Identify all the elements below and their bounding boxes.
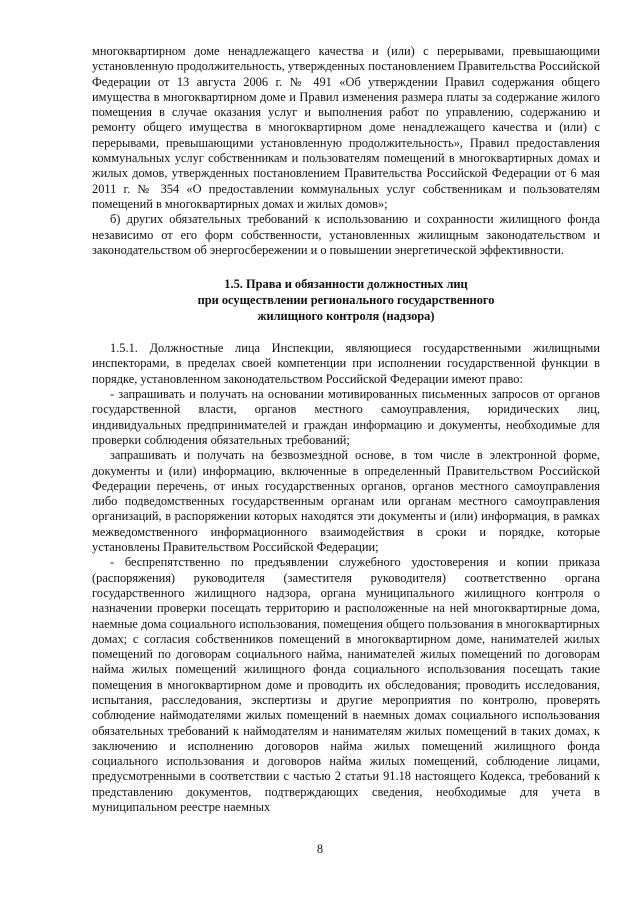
paragraph-continuation: многоквартирном доме ненадлежащего качества и (или) с перерывами, превышающими установленную продолжительность, утвержденных постановлением Правительства Российской Федерации от 13 августа 2006 г. № 491 «Об утверждении Правил содержания общего имущества в многоквартирном доме и Правил изменения размера платы за содержание жилого помещения в случае оказания услуг и выполнения работ по управлению, содержанию и ремонту общего имущества в многоквартирном доме ненадлежащего качества и (или) с перерывами, превышающими установленную продолжительность», Правил предоставления коммунальных услуг собственникам и пользователям помещений в многоквартирных домах и жилых домов, утвержденных постановлением Правительства Российской Федерации от 6 мая 2011 г. № 354 «О предоставлении коммунальных услуг собственникам и пользователям помещений в многоквартирных домах и жилых домов»; [92, 44, 600, 211]
page-number: 8 [316, 842, 324, 856]
section-heading-line-1: 1.5. Права и обязанности должностных лиц [224, 277, 468, 292]
section-heading-line-2: при осуществлении регионального государственного [197, 293, 495, 308]
paragraph-item-b: б) других обязательных требований к использованию и сохранности жилищного фонда независимо от его форм собственности, установленных жилищным законодательством и законодательством об энергосбережении и о повышении энергетической эффективности. [92, 212, 600, 257]
paragraph-1-5-1: 1.5.1. Должностные лица Инспекции, являющиеся государственными жилищными инспекторами, в пределах своей компетенции при исполнении государственной функции в порядке, установленном законодательством Российской Федерации имеют право: [92, 341, 600, 386]
paragraph-unimpeded-access: - беспрепятственно по предъявлении служебного удостоверения и копии приказа (распоряжения) руководителя (заместителя руководителя) соответственно органа государственного жилищного надзора, органа муниципального жилищного контроля о назначении проверки посещать территорию и расположенные на ней многоквартирные дома, наемные дома социального использования, помещения общего пользования в многоквартирных домах; с согласия собственников помещений в многоквартирном доме, нанимателей жилых помещений по договорам социального найма, нанимателей жилых помещений по договорам найма жилых помещений жилищного фонда социального использования посещать такие помещения в многоквартирном доме и проводить их обследования; проводить исследования, испытания, расследования, экспертизы и другие мероприятия по контролю, проверять соблюдение наймодателями жилых помещений в наемных домах социального использования обязательных требований к наймодателям и нанимателям жилых помещений в таких домах, к заключению и исполнению договоров найма жилых помещений жилищного фонда социального использования и договоров найма жилых помещений, соблюдение лицами, предусмотренными в соответствии с частью 2 статьи 91.18 настоящего Кодекса, требований к представлению документов, подтверждающих сведения, необходимые для учета в муниципальном реестре наемных [92, 555, 600, 815]
paragraph-free-of-charge: запрашивать и получать на безвозмездной основе, в том числе в электронной форме, документы и (или) информацию, включенные в определенный Правительством Российской Федерации перечень, от иных государственных органов, органов местного самоуправления либо подведомственных государственным органам или органам местного самоуправления организаций, в распоряжении которых находятся эти документы и (или) информация, в рамках межведомственного информационного взаимодействия в сроки и порядке, которые установлены Правительством Российской Федерации; [92, 448, 600, 555]
section-heading-line-3: жилищного контроля (надзора) [257, 309, 435, 324]
paragraph-request-documents: - запрашивать и получать на основании мотивированных письменных запросов от органов государственной власти, органов местного самоуправления, юридических лиц, индивидуальных предпринимателей и граждан информацию и документы, необходимые для проверки соблюдения обязательных требований; [92, 387, 600, 447]
section-heading [92, 276, 600, 324]
document-page [92, 44, 600, 815]
